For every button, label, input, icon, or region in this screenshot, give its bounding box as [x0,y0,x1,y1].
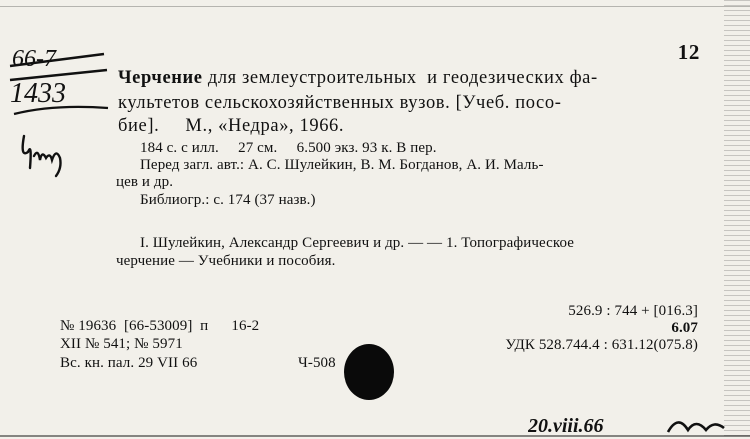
title-rest: для землеустроительных и геодезических фа- [207,68,598,88]
tracing-line-2: черчение — Учебники и пособия. [116,253,336,269]
registry-line-2: XII № 541; № 5971 [60,336,183,352]
collation: 184 с. с илл. 27 см. 6.500 экз. 93 к. В пер. [140,140,437,156]
punch-hole [344,344,394,400]
title-line-3: бие]. М., «Недра», 1966. [118,116,345,136]
top-edge-line [0,6,750,7]
bottom-ink [528,410,728,438]
signature-ink [16,128,76,178]
authors-line-1: Перед загл. авт.: А. С. Шулейкин, В. М. Богданов, А. И. Маль- [140,157,544,173]
bottom-edge-line [0,435,750,437]
udc: УДК 528.744.4 : 631.12(075.8) [505,337,698,353]
call-number-bottom: 1433 [10,78,66,109]
call-number-top: 66-7 [12,46,56,72]
call-number-ink [4,44,114,118]
registry-line-3: Вс. кн. пал. 29 VII 66 [60,355,198,371]
card-edge [724,0,750,439]
handwritten-signature [16,128,76,183]
title-line-2: культетов сельскохозяйственных вузов. [Учеб. посо- [118,93,562,113]
tracing-line-1: I. Шулейкин, Александр Сергеевич и др. — — 1. Топографическое [140,235,575,251]
title-line-1 [118,68,598,89]
bottom-date: 20.viii.66 [528,415,604,437]
authors-line-2: цев и др. [116,174,174,190]
card-number: 12 [677,40,700,64]
classification: 526.9 : 744 + [016.3] [568,303,698,319]
title-bold: Черчение [118,68,203,88]
price: 6.07 [671,320,698,336]
handwritten-call-number [4,44,114,123]
bibliography: Библиогр.: с. 174 (37 назв.) [140,192,316,208]
print-code: Ч-508 [298,355,336,371]
registry-line-1: № 19636 [66-53009] п 16-2 [60,318,260,334]
